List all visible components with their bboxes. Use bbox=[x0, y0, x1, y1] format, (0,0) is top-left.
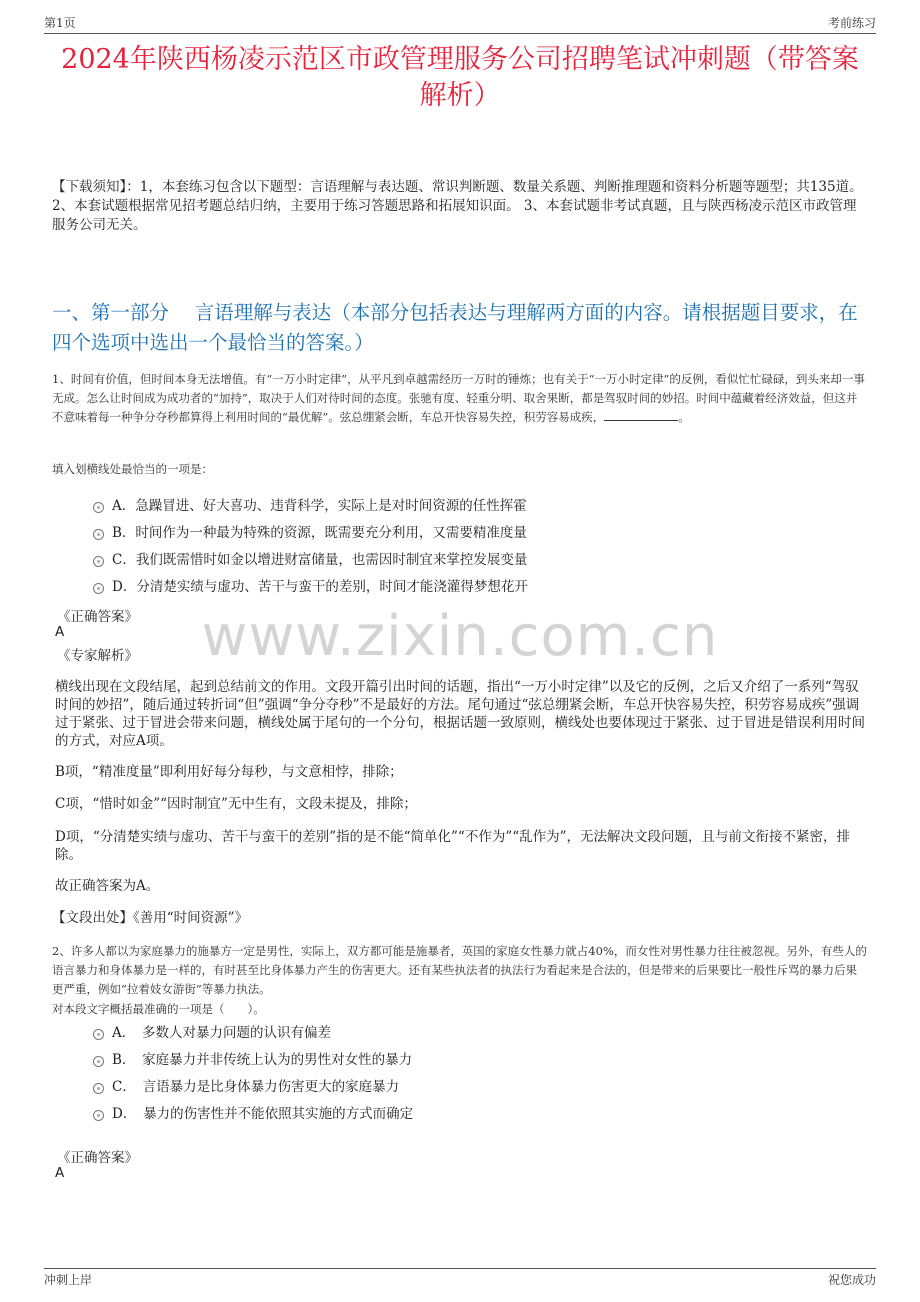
page-header bbox=[44, 14, 876, 32]
analysis-label: 《专家解析》 bbox=[57, 648, 138, 664]
radio-icon[interactable] bbox=[93, 1083, 104, 1094]
radio-icon[interactable] bbox=[93, 502, 104, 513]
option-a-label: A． 多数人对暴力问题的认识有偏差 bbox=[112, 1025, 331, 1041]
option-a[interactable] bbox=[90, 1021, 830, 1048]
answer-value: A bbox=[55, 1165, 65, 1181]
option-b-label: B．时间作为一种最为特殊的资源，既需要充分利用，又需要精准度量 bbox=[112, 525, 527, 541]
option-a[interactable] bbox=[90, 494, 830, 521]
answer-value: A bbox=[55, 624, 65, 640]
question-1-stem-end: 。 bbox=[678, 410, 690, 424]
analysis-paragraph: 横线出现在文段结尾，起到总结前文的作用。文段开篇引出时间的话题，指出“一万小时定律”以及它的反例，之后又介绍了一系列“驾驭时间的妙招”，随后通过转折词“但”强调“争分夺秒”不是最好的方法。尾句通过“弦总绷紧会断，车总开快容易失控，积劳容易成疾”强调过于紧张、过于冒进会带来问题，横线处属于尾句的一个分句，根据话题一致原则，横线处也要体现过于紧张、过于冒进是错误利用时间的方式，对应A项。 bbox=[55, 679, 865, 749]
radio-icon[interactable] bbox=[93, 1110, 104, 1121]
question-2-prompt: 对本段文字概括最准确的一项是（ ）。 bbox=[52, 1002, 265, 1016]
option-c-label: C． 言语暴力是比身体暴力伤害更大的家庭暴力 bbox=[112, 1079, 400, 1095]
option-c-label: C．我们既需惜时如金以增进财富储量，也需因时制宜来掌控发展变量 bbox=[112, 552, 528, 568]
option-d[interactable] bbox=[90, 575, 830, 602]
radio-icon[interactable] bbox=[93, 1029, 104, 1040]
footer-rule bbox=[44, 1268, 876, 1269]
header-rule bbox=[44, 33, 876, 34]
source-citation: 【文段出处】《善用“时间资源”》 bbox=[52, 910, 249, 926]
header-tag: 考前练习 bbox=[827, 16, 876, 30]
section-heading: 一、第一部分 言语理解与表达（本部分包括表达与理解两方面的内容。请根据题目要求，在四个选项中选出一个最恰当的答案。） bbox=[52, 301, 858, 354]
option-b[interactable] bbox=[90, 521, 830, 548]
fill-blank bbox=[604, 408, 678, 421]
analysis-option-b: B项，“精准度量”即利用好每分每秒，与文意相悖，排除； bbox=[55, 764, 403, 780]
footer-left-text: 冲刺上岸 bbox=[44, 1273, 93, 1287]
option-a-label: A．急躁冒进、好大喜功、违背科学，实际上是对时间资源的任性挥霍 bbox=[112, 498, 527, 514]
question-1-text: 1、时间有价值，但时间本身无法增值。有“一万小时定律”，从平凡到卓越需经历一万时的锤炼；也有关于“一万小时定律”的反例，看似忙忙碌碌，到头来却一事无成。怎么让时间成为成功者的“加持”，取决于人们对待时间的态度。张驰有度、轻重分明、取舍果断，都是驾驭时间的妙招。时间中蕴藏着经济效益，但这并不意味着每一种争分夺秒都算得上利用时间的“最优解”。弦总绷紧会断，车总开快容易失控，积劳容易成疾， bbox=[52, 372, 865, 424]
analysis-option-d: D项，“分清楚实绩与虚功、苦干与蛮干的差别”指的是不能“简单化”“不作为”“乱作为”，无法解决文段问题，且与前文衔接不紧密，排除。 bbox=[55, 829, 851, 863]
analysis-conclusion: 故正确答案为A。 bbox=[55, 878, 160, 894]
radio-icon[interactable] bbox=[93, 1056, 104, 1067]
option-c[interactable] bbox=[90, 1075, 830, 1102]
question-1-stem bbox=[52, 370, 868, 427]
option-d-label: D．分清楚实绩与虚功、苦干与蛮干的差别，时间才能浇灌得梦想花开 bbox=[112, 579, 528, 595]
radio-icon[interactable] bbox=[93, 583, 104, 594]
footer-right-text: 祝您成功 bbox=[827, 1273, 876, 1287]
radio-icon[interactable] bbox=[93, 529, 104, 540]
radio-icon[interactable] bbox=[93, 556, 104, 567]
question-2-options bbox=[90, 1021, 830, 1129]
document-title: 2024年陕西杨凌示范区市政管理服务公司招聘笔试冲刺题（带答案解析） bbox=[61, 44, 859, 111]
download-notice: 【下载须知】：1，本套练习包含以下题型：言语理解与表达题、常识判断题、数量关系题、判断推理题和资料分析题等题型；共135道。 2、本套试题根据常见招考题总结归纳，主要用于练习答题思路和拓展知识面。 3、本套试题非考试真题，且与陕西杨凌示范区市政管理服务公司无关。 bbox=[52, 179, 863, 233]
analysis-option-c: C项，“惜时如金”“因时制宜”无中生有，文段未提及，排除； bbox=[55, 796, 417, 812]
option-d[interactable] bbox=[90, 1102, 830, 1129]
page-number: 第1页 bbox=[44, 16, 76, 30]
answer-label: 《正确答案》 bbox=[57, 609, 138, 625]
question-1-prompt: 填入划横线处最恰当的一项是： bbox=[52, 462, 213, 476]
option-c[interactable] bbox=[90, 548, 830, 575]
option-d-label: D． 暴力的伤害性并不能依照其实施的方式而确定 bbox=[112, 1106, 414, 1122]
question-2-stem: 2、许多人都以为家庭暴力的施暴方一定是男性，实际上，双方都可能是施暴者，英国的家庭女性暴力就占40%，而女性对男性暴力往往被忽视。另外，有些人的语言暴力和身体暴力是一样的，有时甚至比身体暴力产生的伤害更大。还有某些执法者的执法行为看起来是合法的，但是带来的后果要比一般性斥骂的暴力后果更严重，例如“拉着妓女游街”等暴力执法。 bbox=[52, 944, 867, 996]
answer-label: 《正确答案》 bbox=[57, 1150, 138, 1166]
option-b[interactable] bbox=[90, 1048, 830, 1075]
option-b-label: B． 家庭暴力并非传统上认为的男性对女性的暴力 bbox=[112, 1052, 413, 1068]
watermark: www.zixin.com.cn bbox=[201, 604, 719, 669]
question-1-options bbox=[90, 494, 830, 602]
